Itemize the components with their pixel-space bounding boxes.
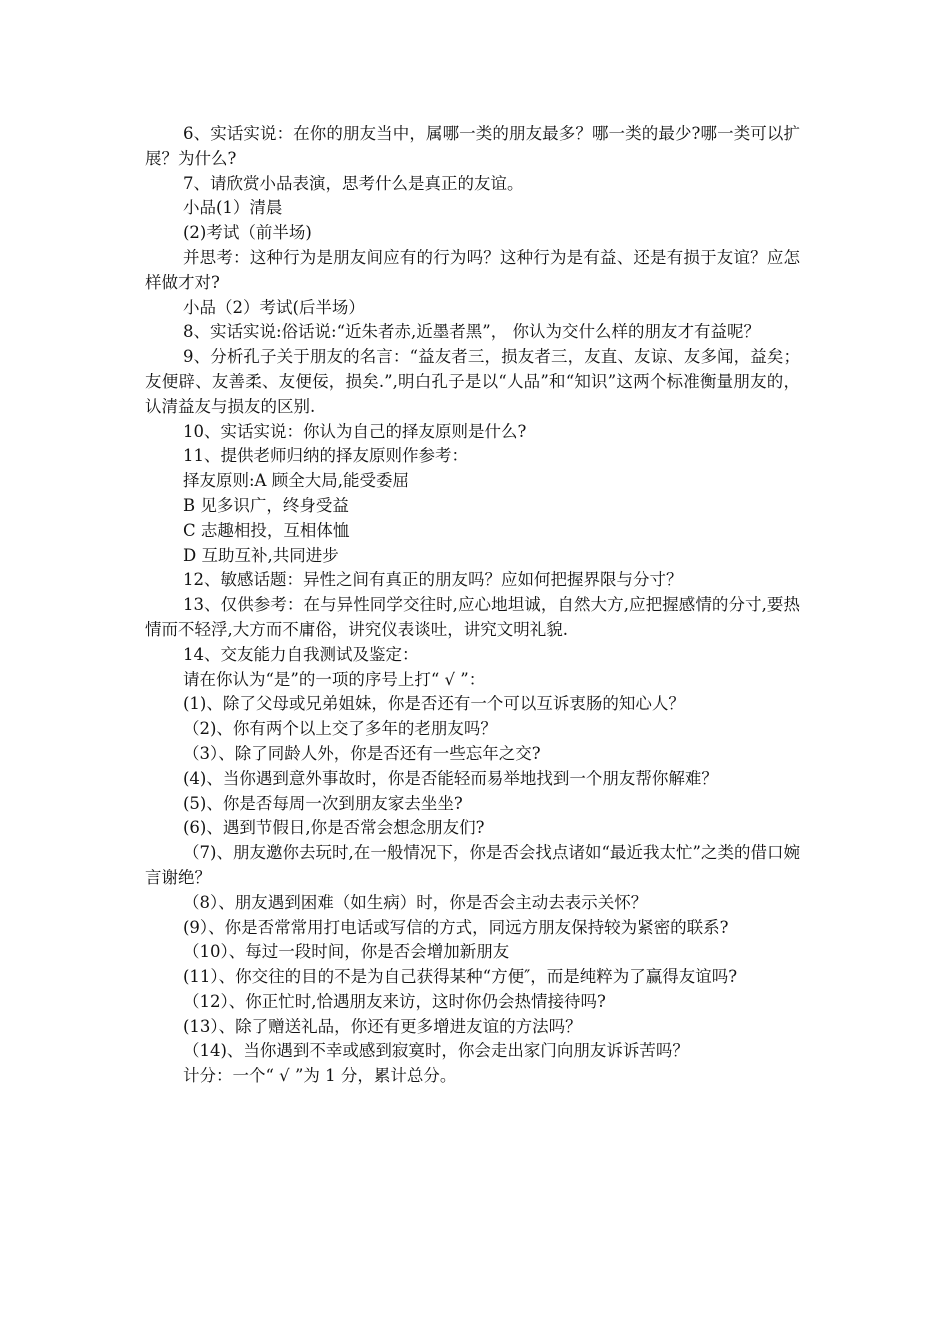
test-item-2: （2)、你有两个以上交了多年的老朋友吗？ (183, 719, 497, 739)
test-item-11: (11）、你交往的目的不是为自己获得某种“方便″，而是纯粹为了赢得友谊吗? (183, 967, 738, 987)
paragraph-7: 7、请欣赏小品表演，思考什么是真正的友谊。 (183, 173, 524, 193)
principle-c: C 志趣相投，互相体恤 (183, 520, 350, 540)
test-item-14: （14)、当你遇到不幸或感到寂寞时，你会走出家门向朋友诉诉苦吗？ (183, 1041, 689, 1061)
principle-a: 择友原则:A 顾全大局,能受委屈 (183, 471, 409, 491)
test-item-6: (6)、遇到节假日,你是否常会想念朋友们? (183, 818, 485, 838)
test-item-9: (9）、你是否常常用打电话或写信的方式，同远方朋友保持较为紧密的联系? (183, 917, 729, 937)
test-item-8: （8）、朋友遇到困难（如生病）时，你是否会主动去表示关怀？ (183, 892, 648, 912)
paragraph-10: 10、实话实说：你认为自己的择友原则是什么? (183, 421, 527, 441)
test-item-13: (13）、除了赠送礼品，你还有更多增进友谊的方法吗？ (183, 1016, 582, 1036)
skit-1-exam-title: (2)考试（前半场) (183, 223, 312, 243)
document-body (145, 122, 800, 1089)
test-item-1: (1)、除了父母或兄弟姐妹，你是否还有一个可以互诉衷肠的知心人？ (183, 694, 685, 714)
paragraph-9: 9、分析孔子关于朋友的名言：“益友者三，损友者三，友直、友谅、友多闻，益矣；友便辟、友善柔、友便佞，损矣.”,明白孔子是以“人品”和“知识”这两个标准衡量朋友的，认清益友与损友的区别. (145, 347, 800, 416)
skit-2-title: 小品（2）考试(后半场） (183, 297, 365, 317)
paragraph-11: 11、提供老师归纳的择友原则作参考： (183, 446, 468, 466)
test-item-12: （12）、你正忙时,恰遇朋友来访，这时你仍会热情接待吗? (183, 991, 606, 1011)
reflection-question: 并思考：这种行为是朋友间应有的行为吗？这种行为是有益、还是有损于友谊？应怎样做才对? (145, 247, 800, 292)
paragraph-8: 8、实话实说:俗话说:“近朱者赤,近墨者黑”， 你认为交什么样的朋友才有益呢？ (183, 322, 760, 342)
principle-b: B 见多识广，终身受益 (183, 495, 349, 515)
test-item-3: （3）、除了同龄人外，你是否还有一些忘年之交? (183, 743, 541, 763)
test-item-10: （10）、每过一段时间，你是否会增加新朋友 (183, 942, 510, 962)
paragraph-6: 6、实话实说：在你的朋友当中，属哪一类的朋友最多？哪一类的最少?哪一类可以扩展？为什么? (145, 124, 800, 168)
paragraph-14: 14、交友能力自我测试及鉴定： (183, 644, 419, 664)
paragraph-12: 12、敏感话题：异性之间有真正的朋友吗？应如何把握界限与分寸？ (183, 570, 683, 590)
skit-1-title: 小品(1）清晨 (183, 198, 283, 218)
test-item-7: （7)、朋友邀你去玩时,在一般情况下，你是否会找点诸如“最近我太忙”之类的借口婉言谢绝？ (145, 843, 800, 887)
principle-d: D 互助互补,共同进步 (183, 545, 339, 565)
test-instruction: 请在你认为“是”的一项的序号上打“ √ ”： (183, 669, 486, 689)
scoring-rule: 计分：一个“ √ ”为 1 分，累计总分。 (183, 1066, 457, 1086)
test-item-5: (5)、你是否每周一次到朋友家去坐坐? (183, 793, 463, 813)
test-item-4: (4)、当你遇到意外事故时，你是否能轻而易举地找到一个朋友帮你解难？ (183, 768, 718, 788)
paragraph-13: 13、仅供参考：在与异性同学交往时,应心地坦诚，自然大方,应把握感情的分寸,要热情而不轻浮,大方而不庸俗，讲究仪表谈吐，讲究文明礼貌. (145, 595, 800, 639)
